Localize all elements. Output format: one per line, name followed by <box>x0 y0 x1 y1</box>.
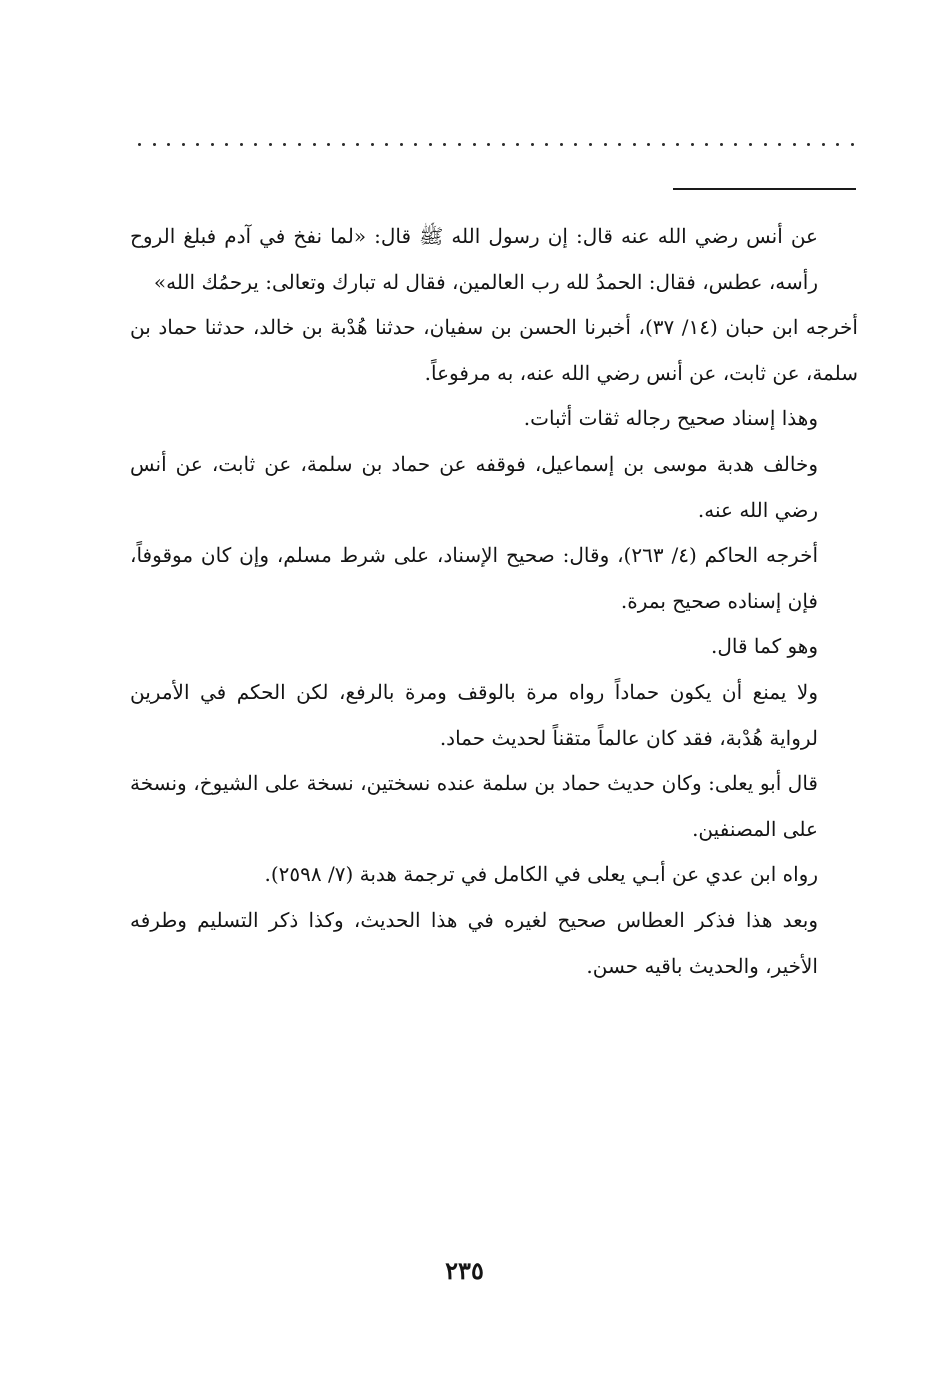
paragraph-ibn-adi: رواه ابن عدي عن أبـي يعلى في الكامل في ترجمة هدبة (٧/ ٢٥٩٨). <box>264 862 818 887</box>
paragraph-la-yamna: ولا يمنع أن يكون حماداً رواه مرة بالوقف ومرة بالرفع، لكن الحكم في الأمرين لرواية هُدْبة، فقد كان عالماً متقناً لحديث حماد. <box>130 679 818 750</box>
paragraph-abu-yala: قال أبو يعلى: وكان حديث حماد بن سلمة عنده نسختين، نسخة على الشيوخ، ونسخة على المصنفين. <box>130 771 818 841</box>
paragraph-conclusion: وبعد هذا فذكر العطاس صحيح لغيره في هذا الحديث، وكذا ذكر التسليم وطرفه الأخير، والحديث باقيه حسن. <box>130 907 818 978</box>
dotted-separator <box>138 138 854 150</box>
page-body <box>130 214 858 989</box>
paragraph-hadith: عن أنس رضي الله عنه قال: إن رسول الله ﷺ قال: «لما نفخ في آدم فبلغ الروح رأسه، عطس، فقال: الحمدُ لله رب العالمين، فقال له تبارك وتعالى: يرحمُك الله» <box>130 224 818 294</box>
paragraph-hakim: أخرجه الحاكم (٤/ ٢٦٣)، وقال: صحيح الإسناد، على شرط مسلم، وإن كان موقوفاً، فإن إسناده صحيح بمرة. <box>130 543 819 613</box>
paragraph-ibn-hibban: أخرجه ابن حبان (١٤/ ٣٧)، أخبرنا الحسن بن سفيان، حدثنا هُدْبة بن خالد، حدثنا حماد بن سلمة، عن ثابت، عن أنس رضي الله عنه، به مرفوعاً. <box>130 315 858 385</box>
paragraph-isnad-sahih: وهذا إسناد صحيح رجاله ثقات أثبات. <box>523 406 818 431</box>
paragraph-kama-qal: وهو كما قال. <box>711 634 818 659</box>
page-number: ٢٣٥ <box>445 1256 484 1285</box>
paragraph-khalafa: وخالف هدبة موسى بن إسماعيل، فوقفه عن حماد بن سلمة، عن ثابت، عن أنس رضي الله عنه. <box>130 451 818 522</box>
footnote-rule <box>673 188 856 190</box>
